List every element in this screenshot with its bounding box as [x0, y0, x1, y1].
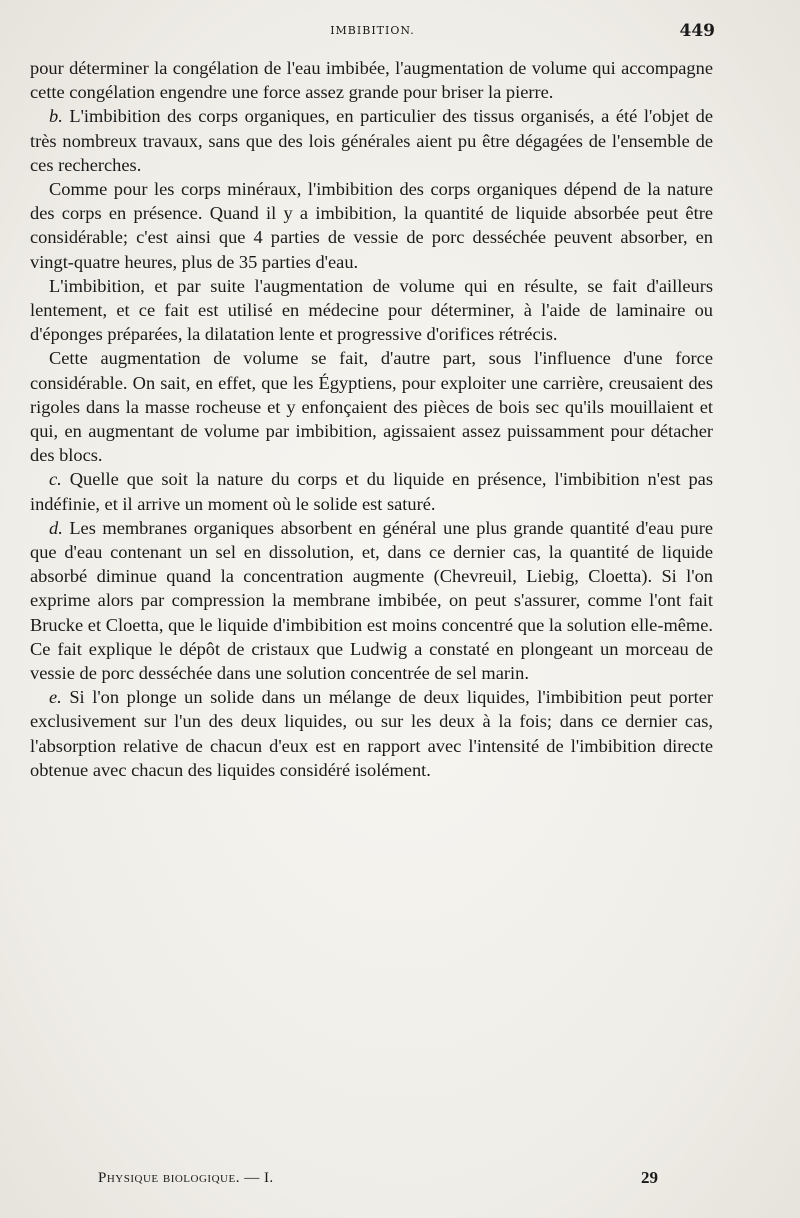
running-title: IMBIBITION. — [330, 24, 415, 37]
paragraph — [30, 516, 713, 685]
paragraph — [30, 274, 713, 347]
paragraph — [30, 177, 713, 274]
paragraph-text: L'imbibition, et par suite l'augmentation de volume qui en résulte, se fait d'ailleurs lentement, et ce fait est utilisé en médecine pour déterminer, à l'aide de laminaire ou d'éponges préparées, la dilatation lente et progressive d'orifices rétrécis. — [30, 275, 713, 345]
paragraph — [30, 467, 713, 515]
paragraph-marker: e. — [49, 687, 62, 708]
paragraph-text: Quelle que soit la nature du corps et du liquide en présence, l'imbibition n'est pas indéfinie, et il arrive un moment où le solide est saturé. — [30, 469, 713, 514]
page-footer — [98, 1168, 658, 1192]
paragraph-marker: c. — [49, 469, 62, 490]
signature-mark: 29 — [641, 1168, 658, 1187]
book-title — [98, 1170, 274, 1187]
paragraph-marker: d. — [49, 517, 63, 538]
paragraph-text: L'imbibition des corps organiques, en particulier des tissus organisés, a été l'objet de très nombreux travaux, sans que des lois générales aient pu être dégagées de l'ensemble de ces recherches. — [30, 106, 713, 175]
paragraph-text: Les membranes organiques absorbent en général une plus grande quantité d'eau pure que d'eau contenant un sel en dissolution, et, dans ce dernier cas, la quantité de liquide absorbé diminue quand la concentration augmente (Chevreuil, Liebig, Cloetta). Si l'on exprime alors par compression la membrane imbibée, on peut s'assurer, comme l'ont fait Brucke et Cloetta, que le liquide d'imbibition est moins concentré que la solution elle-même. Ce fait explique le dépôt de cristaux que Ludwig a constaté en plongeant un morceau de vessie de porc desséchée dans une solution concentrée de sel marin. — [30, 517, 713, 684]
paragraph — [30, 685, 713, 782]
paragraph-text: pour déterminer la congélation de l'eau imbibée, l'augmentation de volume qui accompagne cette congélation engendre une force assez grande pour briser la pierre. — [30, 58, 713, 103]
paragraph-text: Cette augmentation de volume se fait, d'autre part, sous l'influence d'une force considérable. On sait, en effet, que les Égyptiens, pour exploiter une carrière, creusaient des rigoles dans la masse rocheuse et y enfonçaient des pièces de bois sec qu'ils mouillaient et qui, en augmentant de volume par imbibition, agissaient assez puissamment pour détacher des blocs. — [30, 348, 713, 466]
page-number: 449 — [679, 21, 715, 41]
paragraph-text: Si l'on plonge un solide dans un mélange de deux liquides, l'imbibition peut porter exclusivement sur l'un des deux liquides, ou sur les deux à la fois; dans ce dernier cas, l'absorption relative de chacun d'eux est en rapport avec l'intensité de l'imbibition directe obtenue avec chacun des liquides considéré isolément. — [30, 687, 713, 780]
paragraph-marker: b. — [49, 106, 63, 127]
paragraph — [30, 56, 713, 104]
running-head — [30, 20, 715, 44]
paragraph-text: Comme pour les corps minéraux, l'imbibition des corps organiques dépend de la nature des corps en présence. Quand il y a imbibition, la quantité de liquide absorbée peut être considérable; c'est ainsi que 4 parties de vessie de porc desséchée peuvent absorber, en vingt-quatre heures, plus de 35 parties d'eau. — [30, 179, 713, 272]
book-title-text: Physique biologique. — I. — [98, 1170, 274, 1186]
body-text — [30, 56, 713, 782]
paragraph — [30, 104, 713, 177]
paragraph — [30, 346, 713, 467]
